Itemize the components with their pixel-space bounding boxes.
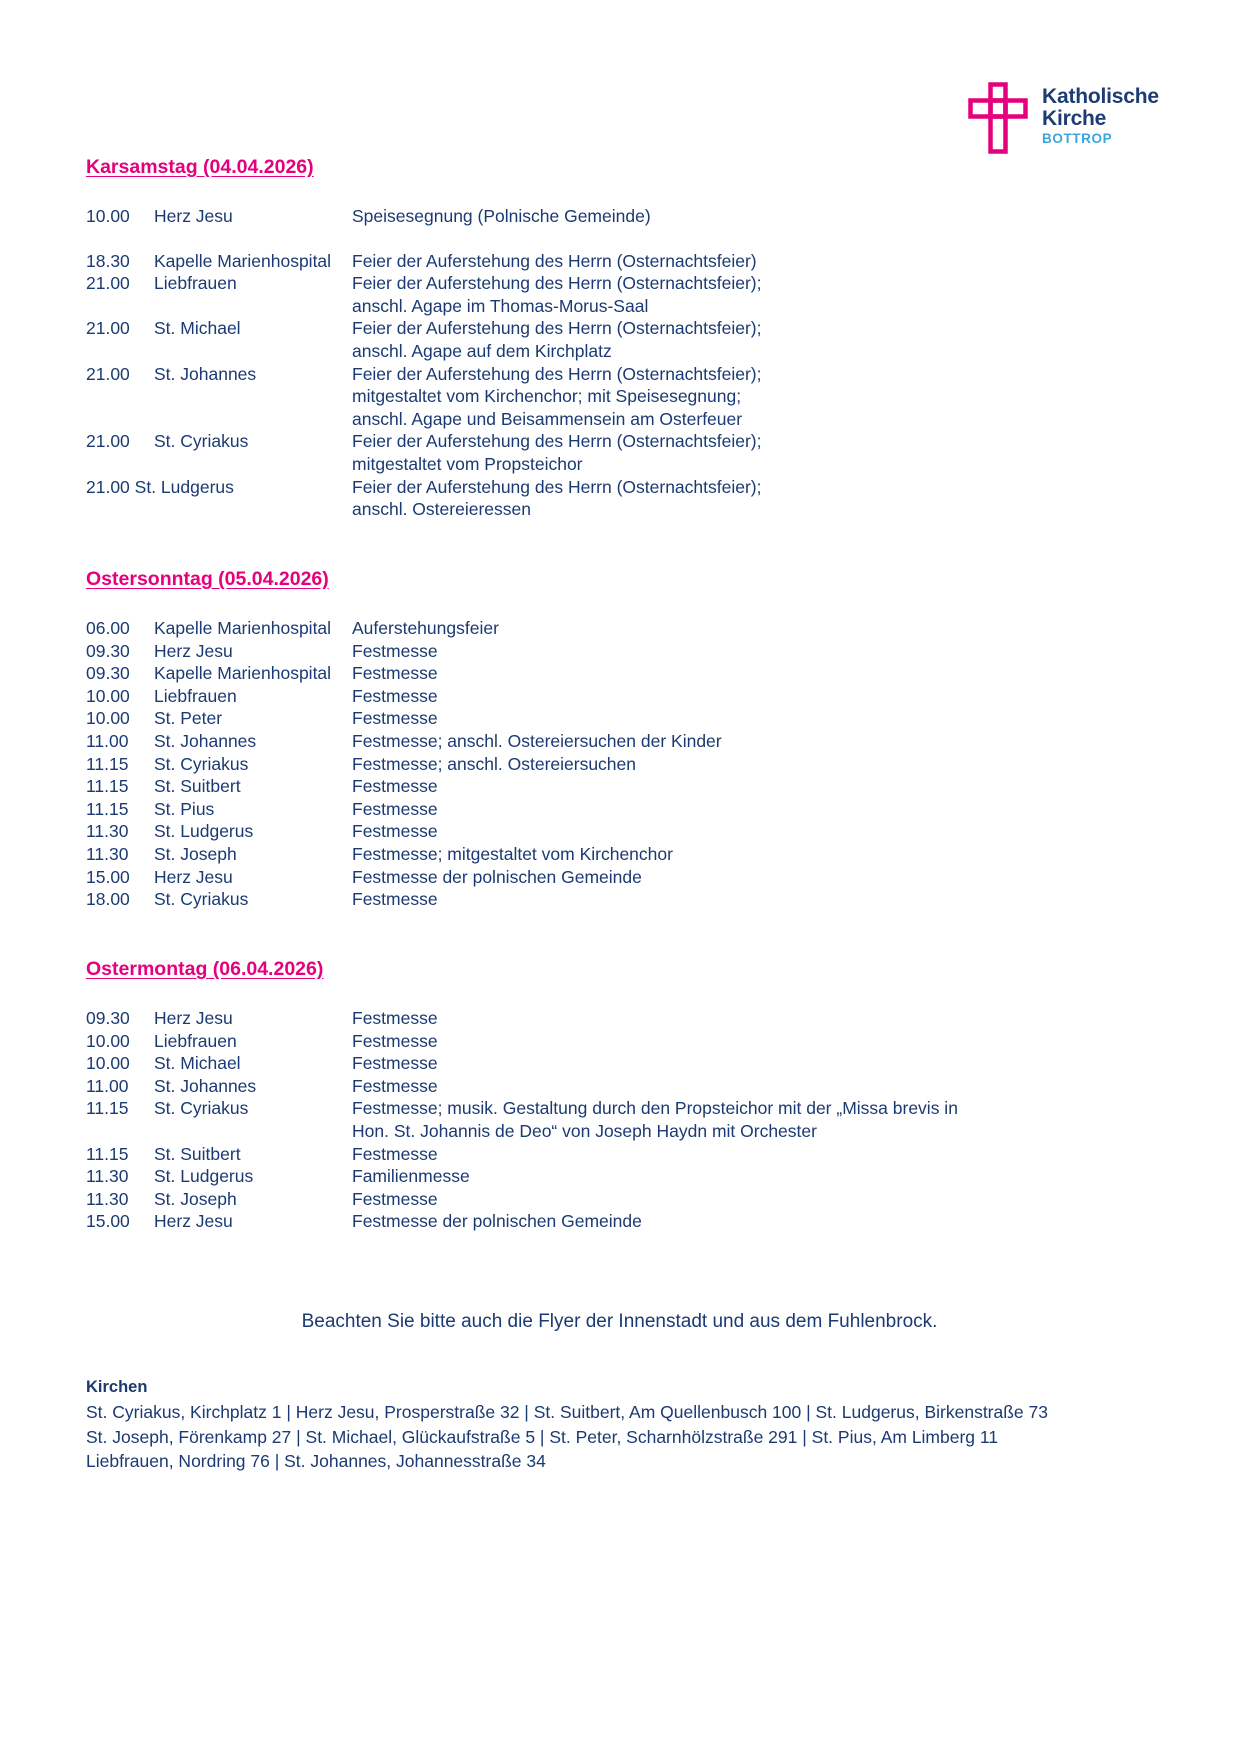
row-time: 15.00 <box>86 866 130 887</box>
row-description <box>352 685 722 708</box>
row-place: Herz Jesu <box>154 1008 233 1028</box>
row-time: 10.00 <box>86 206 130 226</box>
row-description-line: Speisesegnung (Polnische Gemeinde) <box>352 206 651 226</box>
row-description <box>352 205 762 228</box>
schedule-row <box>86 250 762 273</box>
row-time: 11.30 <box>86 843 129 864</box>
row-time: 10.00 <box>86 1053 130 1074</box>
schedule-row <box>86 1075 958 1098</box>
row-place: Kapelle Marienhospital <box>154 250 332 271</box>
row-description-line: Festmesse <box>352 798 438 819</box>
row-place: Liebfrauen <box>154 685 237 706</box>
row-time: 21.00 <box>86 431 130 452</box>
row-description <box>352 820 722 843</box>
row-time: 21.00 <box>86 363 130 384</box>
row-description-line: Feier der Auferstehung des Herrn (Osternachtsfeier); <box>352 363 762 384</box>
row-description <box>352 476 762 521</box>
schedule-row <box>86 640 722 663</box>
schedule-row <box>86 866 722 889</box>
row-time: 11.15 <box>86 776 129 797</box>
schedule-row <box>86 798 722 821</box>
row-description-line: Festmesse <box>352 1053 438 1074</box>
row-description <box>352 843 722 866</box>
section-title: Ostermontag (06.04.2026) <box>86 958 324 980</box>
schedule-rows <box>86 1007 958 1233</box>
schedule-row <box>86 730 722 753</box>
schedule-row <box>86 317 762 362</box>
row-description <box>352 1188 958 1211</box>
row-place: Herz Jesu <box>154 640 233 661</box>
footer-note: Beachten Sie bitte auch die Flyer der Innenstadt und aus dem Fuhlenbrock. <box>301 1311 938 1332</box>
row-description <box>352 707 722 730</box>
row-place: St. Joseph <box>154 1188 237 1209</box>
row-time: 06.00 <box>86 618 130 638</box>
row-place: Herz Jesu <box>154 866 233 887</box>
row-time: 15.00 <box>86 1211 130 1232</box>
row-time: 09.30 <box>86 663 130 684</box>
row-place: St. Johannes <box>154 363 257 384</box>
cross-icon <box>968 82 1028 154</box>
row-place: St. Johannes <box>154 730 257 751</box>
row-description-line: Festmesse <box>352 1188 438 1209</box>
row-description-line: Festmesse <box>352 663 438 684</box>
row-place: St. Johannes <box>154 1075 257 1096</box>
row-place: Liebfrauen <box>154 273 237 294</box>
row-description <box>352 317 762 362</box>
row-time: 11.00 <box>86 730 129 751</box>
row-description-line: Festmesse; mitgestaltet vom Kirchenchor <box>352 843 673 864</box>
row-time: 18.00 <box>86 889 130 910</box>
row-description-line: Festmesse <box>352 708 438 729</box>
row-description <box>352 662 722 685</box>
row-place: St. Michael <box>154 318 241 339</box>
row-time: 11.15 <box>86 753 129 774</box>
row-description <box>352 775 722 798</box>
row-description-line: Festmesse; anschl. Ostereiersuchen <box>352 753 637 774</box>
row-description-line: Familienmesse <box>352 1166 470 1187</box>
row-description <box>352 1165 958 1188</box>
row-description <box>352 888 722 911</box>
schedule-rows <box>86 205 762 521</box>
row-description-line: anschl. Agape und Beisammensein am Osterfeuer <box>352 408 743 429</box>
row-description-line: mitgestaltet vom Propsteichor <box>352 453 583 474</box>
row-description-line: Festmesse <box>352 776 438 797</box>
row-description <box>352 866 722 889</box>
schedule-row <box>86 1097 958 1142</box>
row-time: 09.30 <box>86 640 130 661</box>
schedule-row <box>86 1143 958 1166</box>
row-time: 11.30 <box>86 1166 129 1187</box>
row-description-line: Festmesse <box>352 1030 438 1051</box>
logo-katholische-kirche-bottrop <box>968 82 1159 154</box>
row-place: St. Ludgerus <box>154 821 254 842</box>
row-time: 11.15 <box>86 798 129 819</box>
schedule-row <box>86 1188 958 1211</box>
row-description-line: Festmesse <box>352 821 438 842</box>
logo-line-2: Kirche <box>1042 107 1107 131</box>
row-place: St. Peter <box>154 708 223 729</box>
row-description-line: Festmesse; musik. Gestaltung durch den Propsteichor mit der „Missa brevis in <box>352 1098 958 1119</box>
schedule-row <box>86 205 762 228</box>
section-title: Ostersonntag (05.04.2026) <box>86 568 329 590</box>
kirchen-address-line: St. Joseph, Förenkamp 27 | St. Michael, Glückaufstraße 5 | St. Peter, Scharnhölzstraße 291 | St. Pius, Am Limberg 11 <box>86 1426 999 1447</box>
row-description <box>352 640 722 663</box>
row-place: St. Cyriakus <box>154 431 249 452</box>
row-description <box>352 617 722 640</box>
schedule-row <box>86 888 722 911</box>
row-time: 10.00 <box>86 708 130 729</box>
row-description <box>352 730 722 753</box>
row-time: 11.15 <box>86 1143 129 1164</box>
row-description <box>352 363 762 431</box>
row-time: 11.15 <box>86 1098 129 1119</box>
row-time: 18.30 <box>86 250 130 271</box>
row-time-place: 21.00 St. Ludgerus <box>86 476 234 497</box>
logo-wordmark <box>1042 82 1159 146</box>
row-place: Herz Jesu <box>154 1211 233 1232</box>
row-description-line: Feier der Auferstehung des Herrn (Osternachtsfeier) <box>352 250 757 271</box>
row-description <box>352 1052 958 1075</box>
schedule-row <box>86 1030 958 1053</box>
schedule-row <box>86 617 722 640</box>
row-description-line: Festmesse der polnischen Gemeinde <box>352 866 642 887</box>
row-place: Kapelle Marienhospital <box>154 618 332 638</box>
schedule-row <box>86 707 722 730</box>
schedule-row <box>86 753 722 776</box>
row-description <box>352 1097 958 1142</box>
row-place: St. Michael <box>154 1053 241 1074</box>
schedule-row <box>86 775 722 798</box>
row-time: 21.00 <box>86 318 130 339</box>
row-description-line: Festmesse; anschl. Ostereiersuchen der Kinder <box>352 730 722 751</box>
schedule-row <box>86 843 722 866</box>
row-time: 10.00 <box>86 1030 130 1051</box>
row-place: Liebfrauen <box>154 1030 237 1051</box>
row-time: 21.00 <box>86 273 130 294</box>
row-description <box>352 1143 958 1166</box>
schedule-section <box>86 568 722 911</box>
row-description-line: Festmesse der polnischen Gemeinde <box>352 1211 642 1232</box>
row-place: St. Suitbert <box>154 776 241 797</box>
row-description-line: Festmesse <box>352 889 438 910</box>
row-time: 11.30 <box>86 1188 129 1209</box>
row-time: 10.00 <box>86 685 130 706</box>
row-description <box>352 272 762 317</box>
row-description-line: mitgestaltet vom Kirchenchor; mit Speisesegnung; <box>352 386 742 407</box>
row-description-line: anschl. Agape im Thomas-Morus-Saal <box>352 295 649 316</box>
row-description-line: Feier der Auferstehung des Herrn (Osternachtsfeier); <box>352 273 762 294</box>
row-place: St. Joseph <box>154 843 237 864</box>
row-description <box>352 430 762 475</box>
row-place: St. Ludgerus <box>154 1166 254 1187</box>
row-description-line: Feier der Auferstehung des Herrn (Osternachtsfeier); <box>352 431 762 452</box>
row-description-line: Festmesse <box>352 1075 438 1096</box>
row-description-line: Festmesse <box>352 685 438 706</box>
schedule-row <box>86 272 762 317</box>
row-time: 11.00 <box>86 1075 129 1096</box>
kirchen-heading: Kirchen <box>86 1378 148 1396</box>
kirchen-address-line: Liebfrauen, Nordring 76 | St. Johannes, Johannesstraße 34 <box>86 1451 546 1471</box>
row-description <box>352 798 722 821</box>
row-description <box>352 250 762 273</box>
schedule-row <box>86 820 722 843</box>
schedule-row <box>86 363 762 431</box>
schedule-rows <box>86 617 722 911</box>
row-place: St. Cyriakus <box>154 1098 249 1119</box>
schedule-row <box>86 1052 958 1075</box>
logo-line-1: Katholische <box>1042 85 1159 108</box>
row-place: St. Cyriakus <box>154 753 249 774</box>
row-description-line: Hon. St. Johannis de Deo“ von Joseph Haydn mit Orchester <box>352 1120 817 1141</box>
row-description-line: Auferstehungsfeier <box>352 618 499 638</box>
row-description <box>352 1075 958 1098</box>
row-description <box>352 1210 958 1233</box>
logo-subtitle-bottrop: BOTTROP <box>1042 131 1113 147</box>
row-description-line: Festmesse <box>352 640 438 661</box>
row-place: Kapelle Marienhospital <box>154 663 332 684</box>
row-description <box>352 1007 958 1030</box>
row-description-line: anschl. Agape auf dem Kirchplatz <box>352 340 612 361</box>
schedule-row <box>86 1210 958 1233</box>
row-description <box>352 753 722 776</box>
row-description-line: anschl. Ostereieressen <box>352 499 531 520</box>
schedule-row <box>86 476 762 521</box>
kirchen-address-line: St. Cyriakus, Kirchplatz 1 | Herz Jesu, Prosperstraße 32 | St. Suitbert, Am Quellenbusch 100 | St. Ludgerus, Birkenstraße 73 <box>86 1402 1048 1422</box>
row-place: Herz Jesu <box>154 206 233 226</box>
row-time: 11.30 <box>86 821 129 842</box>
schedule-row <box>86 1165 958 1188</box>
kirchen-lines <box>86 1400 1048 1474</box>
schedule-row <box>86 685 722 708</box>
schedule-row <box>86 662 722 685</box>
row-description <box>352 1030 958 1053</box>
row-place: St. Cyriakus <box>154 889 249 910</box>
schedule-row <box>86 1007 958 1030</box>
schedule-section <box>86 958 958 1233</box>
schedule-section <box>86 156 762 521</box>
row-description-line: Feier der Auferstehung des Herrn (Osternachtsfeier); <box>352 476 762 497</box>
schedule-row <box>86 430 762 475</box>
section-title: Karsamstag (04.04.2026) <box>86 156 314 178</box>
row-place: St. Suitbert <box>154 1143 241 1164</box>
row-time: 09.30 <box>86 1008 130 1028</box>
row-description-line: Feier der Auferstehung des Herrn (Osternachtsfeier); <box>352 318 762 339</box>
kirchen-address-block <box>86 1378 1048 1474</box>
row-place: St. Pius <box>154 798 215 819</box>
row-description-line: Festmesse <box>352 1143 438 1164</box>
row-description-line: Festmesse <box>352 1008 438 1028</box>
